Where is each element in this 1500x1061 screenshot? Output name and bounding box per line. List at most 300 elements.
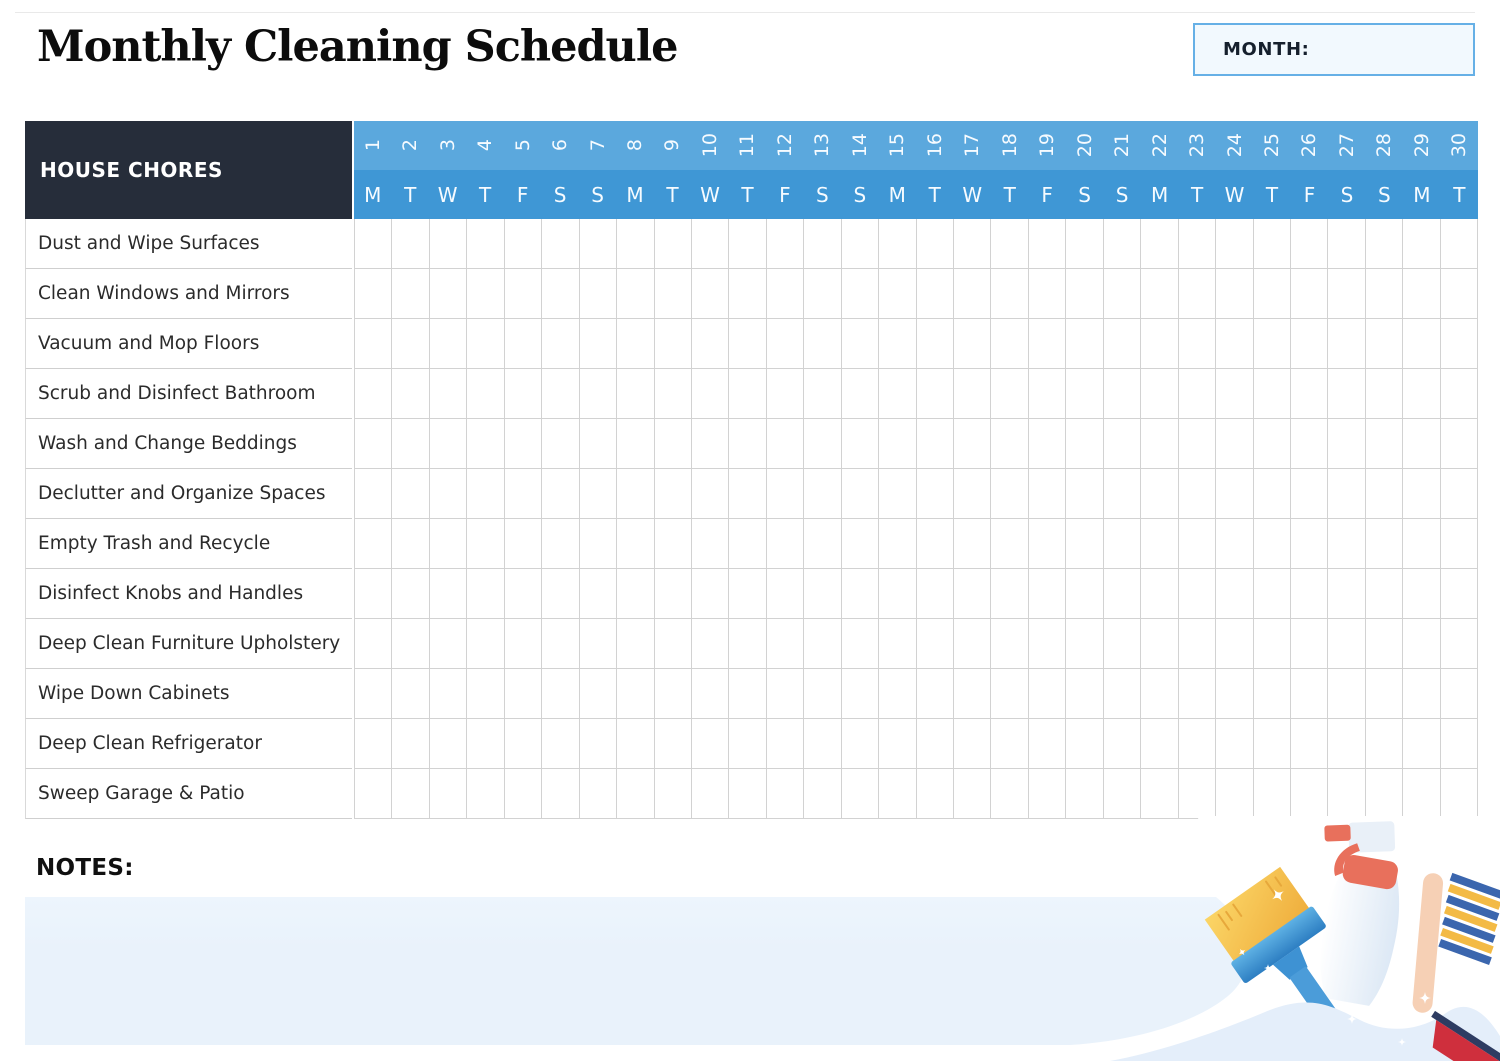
schedule-cell[interactable] — [392, 369, 429, 419]
schedule-cell[interactable] — [767, 619, 804, 669]
schedule-cell[interactable] — [1141, 569, 1178, 619]
schedule-cell[interactable] — [1216, 369, 1253, 419]
schedule-cell[interactable] — [430, 269, 467, 319]
schedule-cell[interactable] — [1179, 769, 1216, 819]
schedule-cell[interactable] — [505, 419, 542, 469]
schedule-cell[interactable] — [392, 619, 429, 669]
schedule-cell[interactable] — [1029, 319, 1066, 369]
schedule-cell[interactable] — [842, 269, 879, 319]
schedule-cell[interactable] — [655, 219, 692, 269]
schedule-cell[interactable] — [655, 769, 692, 819]
schedule-cell[interactable] — [1141, 619, 1178, 669]
schedule-cell[interactable] — [392, 669, 429, 719]
schedule-cell[interactable] — [1066, 669, 1103, 719]
schedule-cell[interactable] — [1104, 319, 1141, 369]
schedule-cell[interactable] — [1328, 569, 1365, 619]
schedule-cell[interactable] — [954, 269, 991, 319]
schedule-cell[interactable] — [729, 669, 766, 719]
schedule-cell[interactable] — [1216, 619, 1253, 669]
schedule-cell[interactable] — [729, 469, 766, 519]
schedule-cell[interactable] — [954, 519, 991, 569]
schedule-cell[interactable] — [767, 769, 804, 819]
schedule-cell[interactable] — [954, 219, 991, 269]
schedule-cell[interactable] — [991, 319, 1028, 369]
schedule-cell[interactable] — [1254, 569, 1291, 619]
schedule-cell[interactable] — [542, 519, 579, 569]
schedule-cell[interactable] — [580, 319, 617, 369]
schedule-cell[interactable] — [917, 269, 954, 319]
schedule-cell[interactable] — [430, 319, 467, 369]
schedule-cell[interactable] — [355, 669, 392, 719]
schedule-cell[interactable] — [879, 319, 916, 369]
schedule-cell[interactable] — [954, 719, 991, 769]
schedule-cell[interactable] — [692, 469, 729, 519]
schedule-cell[interactable] — [1441, 419, 1478, 469]
schedule-cell[interactable] — [655, 719, 692, 769]
schedule-cell[interactable] — [1254, 619, 1291, 669]
schedule-cell[interactable] — [355, 469, 392, 519]
schedule-cell[interactable] — [729, 619, 766, 669]
schedule-cell[interactable] — [655, 669, 692, 719]
schedule-cell[interactable] — [542, 569, 579, 619]
schedule-cell[interactable] — [879, 419, 916, 469]
schedule-cell[interactable] — [505, 719, 542, 769]
schedule-cell[interactable] — [617, 569, 654, 619]
schedule-cell[interactable] — [580, 269, 617, 319]
month-input-box[interactable] — [1193, 23, 1475, 76]
schedule-cell[interactable] — [1441, 569, 1478, 619]
schedule-cell[interactable] — [991, 469, 1028, 519]
schedule-cell[interactable] — [1403, 469, 1440, 519]
schedule-cell[interactable] — [1254, 519, 1291, 569]
schedule-cell[interactable] — [1066, 369, 1103, 419]
schedule-cell[interactable] — [1141, 719, 1178, 769]
schedule-cell[interactable] — [1216, 319, 1253, 369]
schedule-cell[interactable] — [617, 369, 654, 419]
schedule-cell[interactable] — [655, 569, 692, 619]
schedule-cell[interactable] — [1104, 369, 1141, 419]
schedule-cell[interactable] — [1029, 419, 1066, 469]
schedule-cell[interactable] — [692, 619, 729, 669]
schedule-cell[interactable] — [1141, 219, 1178, 269]
schedule-cell[interactable] — [580, 219, 617, 269]
schedule-cell[interactable] — [1216, 519, 1253, 569]
schedule-cell[interactable] — [355, 569, 392, 619]
schedule-cell[interactable] — [842, 669, 879, 719]
schedule-cell[interactable] — [617, 519, 654, 569]
schedule-cell[interactable] — [1141, 769, 1178, 819]
schedule-cell[interactable] — [1179, 319, 1216, 369]
schedule-cell[interactable] — [580, 769, 617, 819]
schedule-cell[interactable] — [617, 619, 654, 669]
schedule-cell[interactable] — [580, 469, 617, 519]
schedule-cell[interactable] — [1029, 619, 1066, 669]
schedule-cell[interactable] — [542, 369, 579, 419]
schedule-cell[interactable] — [1291, 419, 1328, 469]
schedule-cell[interactable] — [692, 569, 729, 619]
schedule-cell[interactable] — [542, 219, 579, 269]
schedule-cell[interactable] — [392, 569, 429, 619]
schedule-cell[interactable] — [392, 269, 429, 319]
schedule-cell[interactable] — [692, 769, 729, 819]
schedule-cell[interactable] — [991, 619, 1028, 669]
schedule-cell[interactable] — [692, 669, 729, 719]
schedule-cell[interactable] — [655, 319, 692, 369]
schedule-cell[interactable] — [1179, 269, 1216, 319]
schedule-cell[interactable] — [1441, 369, 1478, 419]
schedule-cell[interactable] — [430, 719, 467, 769]
schedule-cell[interactable] — [729, 369, 766, 419]
schedule-cell[interactable] — [617, 769, 654, 819]
schedule-cell[interactable] — [1104, 519, 1141, 569]
schedule-cell[interactable] — [617, 719, 654, 769]
schedule-cell[interactable] — [1141, 319, 1178, 369]
schedule-cell[interactable] — [1291, 269, 1328, 319]
schedule-cell[interactable] — [1104, 569, 1141, 619]
schedule-cell[interactable] — [1104, 769, 1141, 819]
schedule-cell[interactable] — [804, 469, 841, 519]
schedule-cell[interactable] — [804, 419, 841, 469]
schedule-cell[interactable] — [1141, 469, 1178, 519]
schedule-cell[interactable] — [729, 519, 766, 569]
schedule-cell[interactable] — [1441, 769, 1478, 819]
schedule-cell[interactable] — [804, 519, 841, 569]
schedule-cell[interactable] — [1291, 669, 1328, 719]
schedule-cell[interactable] — [430, 219, 467, 269]
schedule-cell[interactable] — [467, 269, 504, 319]
schedule-cell[interactable] — [917, 419, 954, 469]
schedule-cell[interactable] — [842, 569, 879, 619]
schedule-cell[interactable] — [1403, 569, 1440, 619]
schedule-cell[interactable] — [1066, 319, 1103, 369]
schedule-cell[interactable] — [804, 669, 841, 719]
schedule-cell[interactable] — [1403, 219, 1440, 269]
schedule-cell[interactable] — [767, 419, 804, 469]
schedule-cell[interactable] — [1291, 769, 1328, 819]
schedule-cell[interactable] — [505, 469, 542, 519]
schedule-cell[interactable] — [1179, 719, 1216, 769]
schedule-cell[interactable] — [1366, 469, 1403, 519]
schedule-cell[interactable] — [430, 569, 467, 619]
schedule-cell[interactable] — [1328, 319, 1365, 369]
schedule-cell[interactable] — [1328, 369, 1365, 419]
schedule-cell[interactable] — [729, 419, 766, 469]
schedule-cell[interactable] — [392, 319, 429, 369]
schedule-cell[interactable] — [767, 569, 804, 619]
schedule-cell[interactable] — [1179, 619, 1216, 669]
schedule-cell[interactable] — [542, 619, 579, 669]
schedule-cell[interactable] — [467, 419, 504, 469]
schedule-cell[interactable] — [1179, 469, 1216, 519]
schedule-cell[interactable] — [1029, 469, 1066, 519]
schedule-cell[interactable] — [355, 719, 392, 769]
schedule-cell[interactable] — [991, 769, 1028, 819]
schedule-cell[interactable] — [467, 319, 504, 369]
schedule-cell[interactable] — [879, 469, 916, 519]
schedule-cell[interactable] — [617, 419, 654, 469]
schedule-cell[interactable] — [1403, 269, 1440, 319]
schedule-cell[interactable] — [467, 619, 504, 669]
schedule-cell[interactable] — [729, 569, 766, 619]
schedule-cell[interactable] — [1441, 669, 1478, 719]
schedule-cell[interactable] — [954, 619, 991, 669]
schedule-cell[interactable] — [542, 269, 579, 319]
schedule-cell[interactable] — [467, 519, 504, 569]
schedule-cell[interactable] — [804, 269, 841, 319]
schedule-cell[interactable] — [842, 219, 879, 269]
schedule-cell[interactable] — [1441, 319, 1478, 369]
schedule-cell[interactable] — [1066, 569, 1103, 619]
schedule-cell[interactable] — [804, 319, 841, 369]
schedule-cell[interactable] — [430, 669, 467, 719]
schedule-cell[interactable] — [767, 219, 804, 269]
schedule-cell[interactable] — [804, 619, 841, 669]
schedule-cell[interactable] — [1328, 719, 1365, 769]
schedule-cell[interactable] — [991, 719, 1028, 769]
schedule-cell[interactable] — [1403, 669, 1440, 719]
schedule-cell[interactable] — [1216, 719, 1253, 769]
schedule-cell[interactable] — [1291, 369, 1328, 419]
schedule-cell[interactable] — [1254, 369, 1291, 419]
schedule-cell[interactable] — [467, 469, 504, 519]
schedule-cell[interactable] — [1328, 469, 1365, 519]
schedule-cell[interactable] — [804, 769, 841, 819]
schedule-cell[interactable] — [1104, 219, 1141, 269]
schedule-cell[interactable] — [580, 519, 617, 569]
schedule-cell[interactable] — [355, 369, 392, 419]
schedule-cell[interactable] — [1328, 519, 1365, 569]
schedule-cell[interactable] — [917, 519, 954, 569]
schedule-cell[interactable] — [1366, 519, 1403, 569]
schedule-cell[interactable] — [1104, 619, 1141, 669]
schedule-cell[interactable] — [1104, 669, 1141, 719]
schedule-cell[interactable] — [505, 769, 542, 819]
schedule-cell[interactable] — [655, 369, 692, 419]
schedule-cell[interactable] — [655, 519, 692, 569]
schedule-cell[interactable] — [355, 219, 392, 269]
schedule-cell[interactable] — [655, 469, 692, 519]
schedule-cell[interactable] — [1328, 419, 1365, 469]
schedule-cell[interactable] — [1291, 619, 1328, 669]
schedule-cell[interactable] — [467, 719, 504, 769]
schedule-cell[interactable] — [467, 369, 504, 419]
schedule-cell[interactable] — [954, 769, 991, 819]
schedule-cell[interactable] — [1366, 419, 1403, 469]
schedule-cell[interactable] — [1066, 619, 1103, 669]
schedule-cell[interactable] — [655, 419, 692, 469]
schedule-cell[interactable] — [1066, 719, 1103, 769]
schedule-cell[interactable] — [1029, 219, 1066, 269]
schedule-cell[interactable] — [1179, 419, 1216, 469]
schedule-cell[interactable] — [1366, 269, 1403, 319]
schedule-cell[interactable] — [1216, 269, 1253, 319]
schedule-cell[interactable] — [917, 619, 954, 669]
schedule-cell[interactable] — [729, 769, 766, 819]
schedule-cell[interactable] — [991, 669, 1028, 719]
schedule-cell[interactable] — [1291, 319, 1328, 369]
schedule-cell[interactable] — [430, 619, 467, 669]
schedule-cell[interactable] — [804, 569, 841, 619]
schedule-cell[interactable] — [617, 219, 654, 269]
schedule-cell[interactable] — [1216, 769, 1253, 819]
schedule-cell[interactable] — [542, 719, 579, 769]
schedule-cell[interactable] — [729, 219, 766, 269]
schedule-cell[interactable] — [991, 269, 1028, 319]
schedule-cell[interactable] — [467, 669, 504, 719]
schedule-cell[interactable] — [580, 619, 617, 669]
schedule-cell[interactable] — [1328, 769, 1365, 819]
schedule-cell[interactable] — [1029, 669, 1066, 719]
schedule-cell[interactable] — [1366, 619, 1403, 669]
schedule-cell[interactable] — [1141, 369, 1178, 419]
schedule-cell[interactable] — [1403, 719, 1440, 769]
schedule-cell[interactable] — [1216, 419, 1253, 469]
schedule-cell[interactable] — [355, 419, 392, 469]
schedule-cell[interactable] — [1403, 319, 1440, 369]
schedule-cell[interactable] — [879, 269, 916, 319]
schedule-cell[interactable] — [879, 519, 916, 569]
schedule-cell[interactable] — [842, 369, 879, 419]
schedule-cell[interactable] — [692, 719, 729, 769]
schedule-cell[interactable] — [1328, 269, 1365, 319]
schedule-cell[interactable] — [617, 319, 654, 369]
schedule-cell[interactable] — [1104, 719, 1141, 769]
schedule-cell[interactable] — [1403, 619, 1440, 669]
schedule-cell[interactable] — [617, 269, 654, 319]
schedule-cell[interactable] — [954, 419, 991, 469]
schedule-cell[interactable] — [1216, 469, 1253, 519]
schedule-cell[interactable] — [1179, 219, 1216, 269]
schedule-cell[interactable] — [430, 419, 467, 469]
schedule-cell[interactable] — [1366, 219, 1403, 269]
schedule-cell[interactable] — [917, 219, 954, 269]
schedule-cell[interactable] — [392, 469, 429, 519]
schedule-cell[interactable] — [655, 269, 692, 319]
schedule-cell[interactable] — [1029, 519, 1066, 569]
schedule-cell[interactable] — [991, 569, 1028, 619]
schedule-cell[interactable] — [505, 569, 542, 619]
schedule-cell[interactable] — [505, 319, 542, 369]
schedule-cell[interactable] — [1179, 569, 1216, 619]
schedule-cell[interactable] — [692, 419, 729, 469]
schedule-cell[interactable] — [1141, 419, 1178, 469]
schedule-cell[interactable] — [804, 719, 841, 769]
schedule-cell[interactable] — [1441, 219, 1478, 269]
schedule-cell[interactable] — [1066, 469, 1103, 519]
schedule-cell[interactable] — [430, 469, 467, 519]
schedule-cell[interactable] — [617, 469, 654, 519]
schedule-cell[interactable] — [1366, 769, 1403, 819]
schedule-cell[interactable] — [1029, 769, 1066, 819]
schedule-cell[interactable] — [580, 419, 617, 469]
schedule-cell[interactable] — [879, 669, 916, 719]
schedule-cell[interactable] — [1441, 519, 1478, 569]
schedule-cell[interactable] — [954, 669, 991, 719]
schedule-cell[interactable] — [991, 369, 1028, 419]
schedule-cell[interactable] — [842, 619, 879, 669]
schedule-cell[interactable] — [1328, 619, 1365, 669]
schedule-cell[interactable] — [767, 519, 804, 569]
schedule-cell[interactable] — [991, 419, 1028, 469]
schedule-cell[interactable] — [1216, 219, 1253, 269]
schedule-cell[interactable] — [1066, 419, 1103, 469]
schedule-cell[interactable] — [542, 669, 579, 719]
schedule-cell[interactable] — [692, 219, 729, 269]
schedule-cell[interactable] — [580, 369, 617, 419]
schedule-cell[interactable] — [842, 419, 879, 469]
schedule-cell[interactable] — [1254, 219, 1291, 269]
schedule-cell[interactable] — [355, 519, 392, 569]
schedule-cell[interactable] — [879, 219, 916, 269]
schedule-cell[interactable] — [879, 769, 916, 819]
schedule-cell[interactable] — [1066, 269, 1103, 319]
schedule-cell[interactable] — [729, 719, 766, 769]
schedule-cell[interactable] — [1104, 419, 1141, 469]
schedule-cell[interactable] — [355, 619, 392, 669]
schedule-cell[interactable] — [542, 319, 579, 369]
schedule-cell[interactable] — [1254, 769, 1291, 819]
schedule-cell[interactable] — [1366, 319, 1403, 369]
schedule-cell[interactable] — [1029, 719, 1066, 769]
schedule-cell[interactable] — [1216, 569, 1253, 619]
schedule-cell[interactable] — [1179, 519, 1216, 569]
schedule-cell[interactable] — [954, 319, 991, 369]
schedule-cell[interactable] — [392, 519, 429, 569]
schedule-cell[interactable] — [692, 369, 729, 419]
schedule-cell[interactable] — [355, 769, 392, 819]
schedule-cell[interactable] — [1141, 669, 1178, 719]
schedule-cell[interactable] — [692, 269, 729, 319]
schedule-cell[interactable] — [1141, 519, 1178, 569]
schedule-cell[interactable] — [505, 519, 542, 569]
schedule-cell[interactable] — [804, 219, 841, 269]
schedule-cell[interactable] — [1403, 519, 1440, 569]
schedule-cell[interactable] — [842, 519, 879, 569]
schedule-cell[interactable] — [392, 219, 429, 269]
schedule-cell[interactable] — [804, 369, 841, 419]
schedule-cell[interactable] — [542, 469, 579, 519]
schedule-cell[interactable] — [692, 519, 729, 569]
notes-writing-area[interactable] — [25, 897, 1500, 1045]
schedule-cell[interactable] — [917, 469, 954, 519]
schedule-cell[interactable] — [430, 769, 467, 819]
schedule-cell[interactable] — [505, 369, 542, 419]
schedule-cell[interactable] — [1254, 719, 1291, 769]
schedule-cell[interactable] — [1366, 719, 1403, 769]
schedule-cell[interactable] — [1254, 469, 1291, 519]
schedule-cell[interactable] — [1029, 369, 1066, 419]
schedule-cell[interactable] — [580, 669, 617, 719]
schedule-cell[interactable] — [542, 769, 579, 819]
schedule-cell[interactable] — [1029, 269, 1066, 319]
schedule-cell[interactable] — [1179, 369, 1216, 419]
schedule-cell[interactable] — [879, 719, 916, 769]
schedule-cell[interactable] — [392, 419, 429, 469]
schedule-cell[interactable] — [954, 369, 991, 419]
schedule-cell[interactable] — [1403, 369, 1440, 419]
schedule-cell[interactable] — [1328, 219, 1365, 269]
schedule-cell[interactable] — [505, 619, 542, 669]
schedule-cell[interactable] — [917, 719, 954, 769]
schedule-cell[interactable] — [1104, 269, 1141, 319]
schedule-cell[interactable] — [1291, 519, 1328, 569]
schedule-cell[interactable] — [954, 569, 991, 619]
schedule-cell[interactable] — [842, 319, 879, 369]
schedule-cell[interactable] — [1029, 569, 1066, 619]
schedule-cell[interactable] — [1441, 269, 1478, 319]
schedule-cell[interactable] — [1441, 619, 1478, 669]
schedule-cell[interactable] — [1291, 469, 1328, 519]
